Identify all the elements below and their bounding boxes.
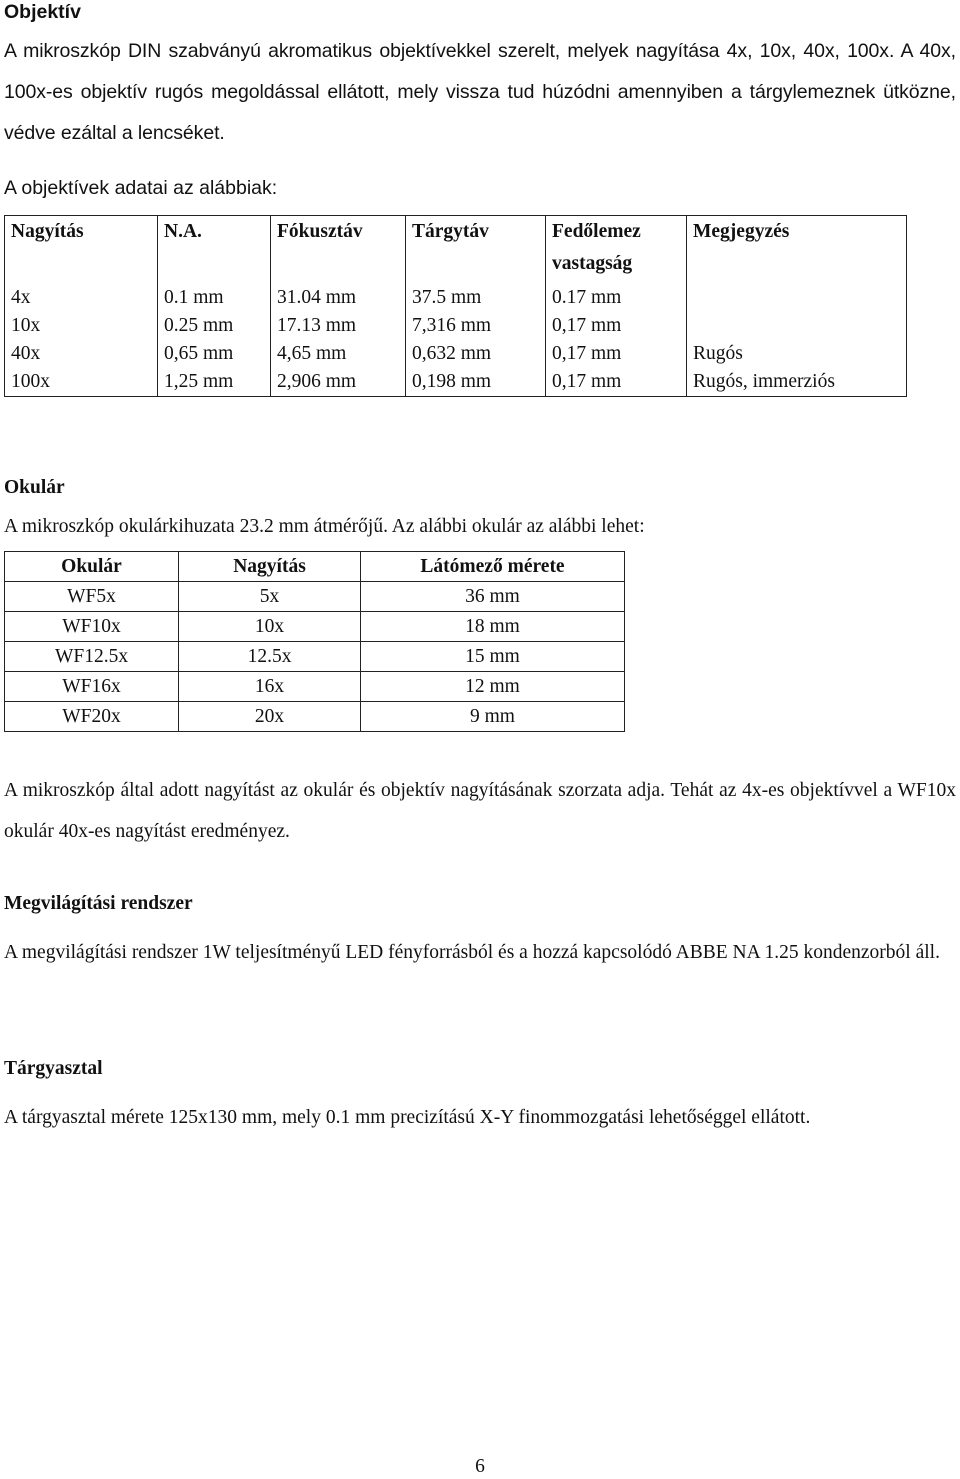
table-header-cell: Fókusztáv bbox=[271, 216, 406, 285]
table-cell: 0.25 mm bbox=[158, 312, 271, 340]
table-cell: 20x bbox=[179, 702, 361, 732]
table-row bbox=[5, 368, 907, 397]
table-cell: 0,632 mm bbox=[406, 340, 546, 368]
table-cell: 36 mm bbox=[361, 582, 625, 612]
table-cell: 40x bbox=[5, 340, 158, 368]
table-cell: 0,65 mm bbox=[158, 340, 271, 368]
table-cell: 37.5 mm bbox=[406, 284, 546, 312]
table-cell: 12.5x bbox=[179, 642, 361, 672]
table-cell bbox=[687, 312, 907, 340]
table-cell: 15 mm bbox=[361, 642, 625, 672]
table-header-cell: Fedőlemez vastagság bbox=[546, 216, 687, 285]
table-header-row bbox=[5, 216, 907, 285]
table-cell: 4,65 mm bbox=[271, 340, 406, 368]
table-cell: 0.17 mm bbox=[546, 284, 687, 312]
objektiv-paragraph: A mikroszkóp DIN szabványú akromatikus objektívekkel szerelt, melyek nagyítása 4x, 10x, 40x, 100x. A 40x, 100x-es objektív rugós megoldással ellátott, mely vissza tud húzódni amennyiben a tárgylemeznek ütközne, védve ezáltal a lencséket. bbox=[4, 40, 956, 144]
okular-note: A mikroszkóp által adott nagyítást az okulár és objektív nagyításának szorzata adja. Tehát az 4x-es objektívvel a WF10x okulár 40x-es nagyítást eredményez. bbox=[4, 780, 956, 842]
table-cell: Rugós bbox=[687, 340, 907, 368]
okular-paragraph: A mikroszkóp okulárkihuzata 23.2 mm átmérőjű. Az alábbi okulár az alábbi lehet: bbox=[4, 516, 645, 537]
table-cell: 0,17 mm bbox=[546, 368, 687, 397]
table-header-cell: N.A. bbox=[158, 216, 271, 285]
table-cell: 1,25 mm bbox=[158, 368, 271, 397]
table-cell: WF5x bbox=[5, 582, 179, 612]
table-cell: 10x bbox=[179, 612, 361, 642]
table-header-row bbox=[5, 552, 625, 582]
page-number: 6 bbox=[475, 1456, 485, 1477]
table-cell bbox=[687, 284, 907, 312]
table-row bbox=[5, 672, 625, 702]
table-cell: 18 mm bbox=[361, 612, 625, 642]
table-cell: WF16x bbox=[5, 672, 179, 702]
table-cell: WF10x bbox=[5, 612, 179, 642]
table-cell: 12 mm bbox=[361, 672, 625, 702]
section-megvilagitas bbox=[4, 892, 956, 973]
objective-table bbox=[4, 215, 907, 397]
section-heading-okular: Okulár bbox=[4, 477, 65, 498]
section-heading-megvilagitas: Megvilágítási rendszer bbox=[4, 893, 193, 914]
table-cell: 16x bbox=[179, 672, 361, 702]
table-row bbox=[5, 312, 907, 340]
table-cell: WF20x bbox=[5, 702, 179, 732]
table-cell: 0.1 mm bbox=[158, 284, 271, 312]
table-cell: 0,17 mm bbox=[546, 312, 687, 340]
table-cell: 7,316 mm bbox=[406, 312, 546, 340]
table-cell: 2,906 mm bbox=[271, 368, 406, 397]
table-header-cell: Nagyítás bbox=[179, 552, 361, 582]
section-heading-targyasztal: Tárgyasztal bbox=[4, 1058, 103, 1079]
table-row bbox=[5, 642, 625, 672]
targyasztal-paragraph: A tárgyasztal mérete 125x130 mm, mely 0.1 mm precizítású X-Y finommozgatási lehetőséggel ellátott. bbox=[4, 1107, 811, 1128]
table-cell: 0,198 mm bbox=[406, 368, 546, 397]
table-cell: 5x bbox=[179, 582, 361, 612]
section-targyasztal bbox=[4, 1057, 956, 1138]
table-header-cell: Tárgytáv bbox=[406, 216, 546, 285]
section-okular bbox=[4, 476, 956, 852]
table-cell: Rugós, immerziós bbox=[687, 368, 907, 397]
table-cell: 10x bbox=[5, 312, 158, 340]
table-cell: 100x bbox=[5, 368, 158, 397]
section-heading-objektiv: Objektív bbox=[4, 1, 81, 23]
table-row bbox=[5, 702, 625, 732]
table-header-cell: Okulár bbox=[5, 552, 179, 582]
objektiv-intro: A objektívek adatai az alábbiak: bbox=[4, 177, 278, 199]
megvilagitas-paragraph: A megvilágítási rendszer 1W teljesítményű LED fényforrásból és a hozzá kapcsolódó ABBE NA 1.25 kondenzorból áll. bbox=[4, 942, 940, 963]
table-row bbox=[5, 612, 625, 642]
table-row bbox=[5, 340, 907, 368]
table-row bbox=[5, 582, 625, 612]
table-cell: 31.04 mm bbox=[271, 284, 406, 312]
table-cell: 9 mm bbox=[361, 702, 625, 732]
table-header-cell: Nagyítás bbox=[5, 216, 158, 285]
table-cell: 0,17 mm bbox=[546, 340, 687, 368]
table-header-cell: Látómező mérete bbox=[361, 552, 625, 582]
table-cell: 4x bbox=[5, 284, 158, 312]
eyepiece-table bbox=[4, 551, 625, 732]
section-objektiv bbox=[4, 0, 956, 397]
table-cell: WF12.5x bbox=[5, 642, 179, 672]
table-row bbox=[5, 284, 907, 312]
table-cell: 17.13 mm bbox=[271, 312, 406, 340]
table-header-cell: Megjegyzés bbox=[687, 216, 907, 285]
